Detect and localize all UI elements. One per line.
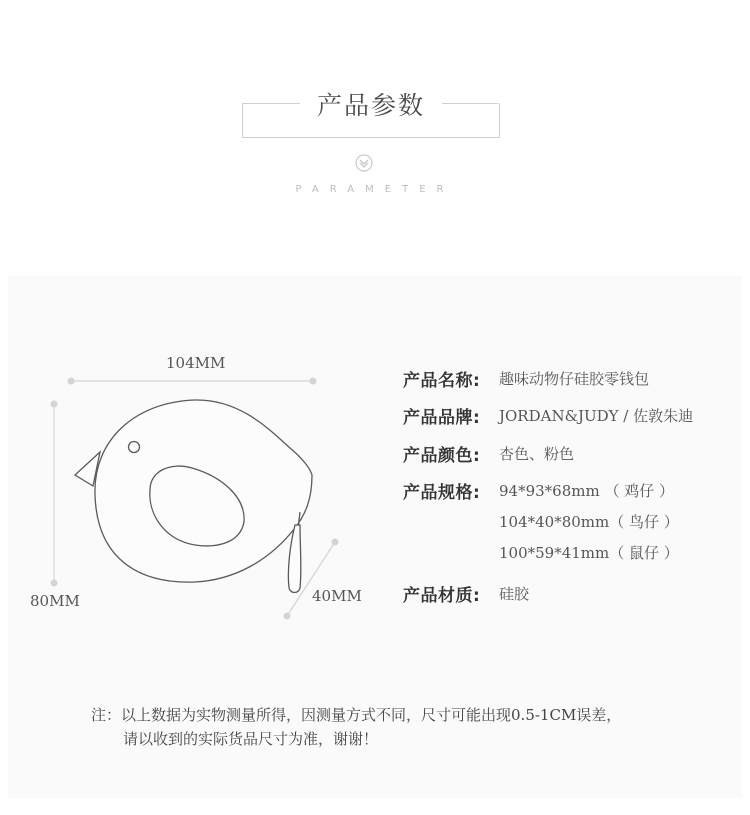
page-title: 产品参数 [300, 86, 442, 122]
spec-value: 杏色、粉色 [499, 445, 575, 463]
spec-value: 趣味动物仔硅胶零钱包 [499, 370, 650, 388]
depth-label: 40MM [312, 587, 362, 605]
page-subtitle: PARAMETER [295, 184, 455, 195]
height-dimension-line [51, 401, 58, 587]
spec-value: JORDAN&JUDY / 佐敦朱迪 [499, 407, 694, 425]
measurement-note [91, 703, 621, 751]
width-label: 104MM [166, 354, 226, 372]
spec-key: 产品颜色: [403, 446, 481, 466]
spec-key: 产品规格: [403, 483, 481, 503]
note-line-1: 注：以上数据为实物测量所得，因测量方式不同，尺寸可能出现0.5-1CM误差， [91, 706, 622, 724]
spec-value: 100*59*41mm（ 鼠仔 ） [499, 544, 679, 562]
spec-value: 104*40*80mm（ 鸟仔 ） [499, 513, 679, 531]
spec-key: 产品材质: [403, 586, 481, 606]
spec-row-name [403, 366, 650, 391]
spec-row-size [403, 478, 679, 562]
width-dimension-line [68, 378, 317, 385]
spec-value: 硅胶 [499, 585, 530, 603]
bird-coin-purse-illustration [75, 400, 312, 593]
spec-row-color [403, 441, 575, 466]
spec-key: 产品名称: [403, 371, 481, 391]
spec-value: 94*93*68mm （ 鸡仔 ） [499, 482, 675, 500]
note-line-2: 请以收到的实际货品尺寸为准，谢谢！ [123, 730, 379, 748]
spec-row-brand [403, 403, 694, 428]
height-label: 80MM [30, 592, 80, 610]
spec-key: 产品品牌: [403, 408, 481, 428]
spec-row-material [403, 581, 530, 606]
